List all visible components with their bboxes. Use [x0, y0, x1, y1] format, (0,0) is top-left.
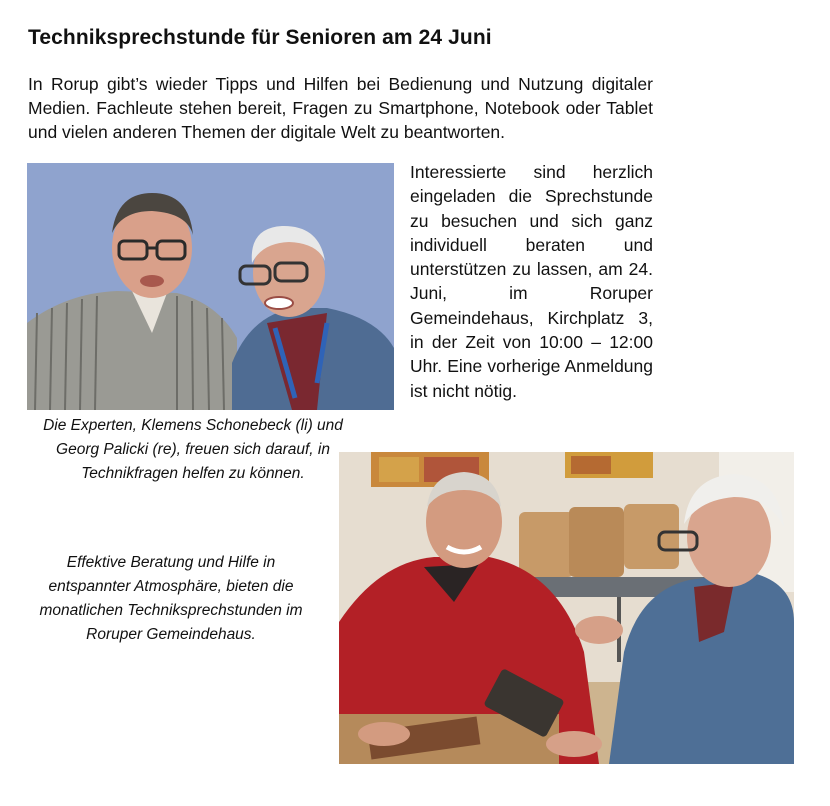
experts-caption: Die Experten, Klemens Schonebeck (li) und Georg Palicki (re), freuen sich darauf, in Technikfragen helfen zu können.	[43, 417, 343, 482]
consultation-photo	[339, 452, 794, 764]
experts-photo	[27, 163, 394, 410]
details-paragraph: Interessierte sind herzlich eingeladen die Sprechstunde zu besuchen und sich ganz individuell beraten und unterstützen zu lassen, am 24. Juni, im Roruper Gemeindehaus, Kirchplatz 3, in der Zeit von 10:00 – 12:00 Uhr. Eine vorherige Anmeldung ist nicht nötig.	[410, 162, 653, 401]
article-title: Techniksprechstunde für Senioren am 24 Juni	[28, 26, 492, 49]
intro-paragraph: In Rorup gibt’s wieder Tipps und Hilfen bei Bedienung und Nutzung digitaler Medien. Fachleute stehen bereit, Fragen zu Smartphone, Notebook oder Tablet und vielen anderen Themen der digitale Welt zu beantworten.	[28, 74, 653, 142]
session-caption: Effektive Beratung und Hilfe in entspannter Atmosphäre, bieten die monatlichen Techniksprechstunden im Roruper Gemeindehaus.	[39, 554, 303, 643]
